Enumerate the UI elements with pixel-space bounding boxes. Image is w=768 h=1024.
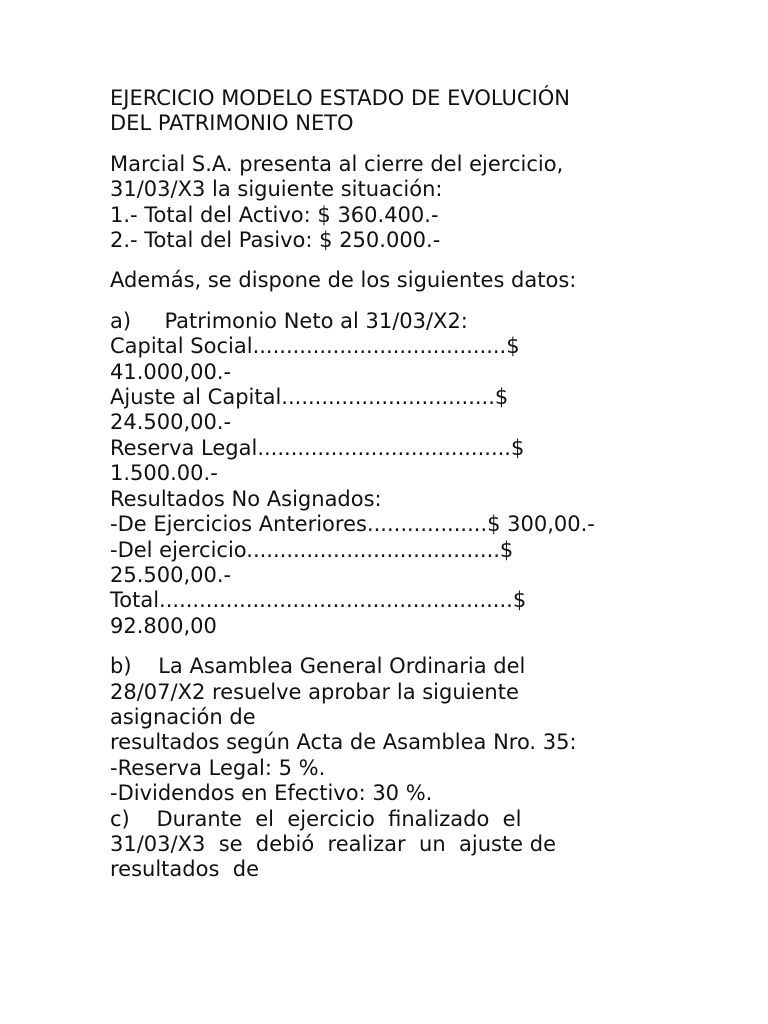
text-line: 28/07/X2 resuelve aprobar la siguiente: [110, 679, 519, 704]
text-line: -Del ejercicio......................................$: [110, 537, 514, 562]
section-b: [110, 654, 670, 883]
text-line: 41.000,00.-: [110, 359, 232, 384]
text-line: 1.500.00.-: [110, 461, 218, 486]
text-line: -Reserva Legal: 5 %.: [110, 755, 326, 780]
text-line: Capital Social......................................$: [110, 334, 520, 359]
document-title: [110, 86, 670, 137]
text-line: 24.500,00.-: [110, 410, 232, 435]
document-page: [110, 86, 670, 898]
section-a: [110, 309, 670, 639]
text-line: 31/03/X3 la siguiente situación:: [110, 177, 443, 202]
text-line: 31/03/X3 se debió realizar un ajuste de: [110, 831, 557, 856]
title-line: EJERCICIO MODELO ESTADO DE EVOLUCIÓN: [110, 86, 571, 110]
text-line: 1.- Total del Activo: $ 360.400.-: [110, 202, 439, 227]
text-line: Ajuste al Capital................................$: [110, 385, 509, 410]
text-line: -De Ejercicios Anteriores..................$ 300,00.-: [110, 512, 595, 537]
text-line: b) La Asamblea General Ordinaria del: [110, 654, 526, 679]
title-line: DEL PATRIMONIO NETO: [110, 111, 354, 136]
text-line: resultados según Acta de Asamblea Nro. 35:: [110, 730, 577, 755]
datos-paragraph: [110, 268, 670, 293]
text-line: c) Durante el ejercicio finalizado el: [110, 806, 522, 831]
text-line: 25.500,00.-: [110, 562, 232, 587]
intro-paragraph: [110, 152, 670, 254]
text-line: asignación de: [110, 704, 256, 729]
text-line: Reserva Legal......................................$: [110, 435, 525, 460]
text-line: resultados de: [110, 857, 259, 882]
text-line: a) Patrimonio Neto al 31/03/X2:: [110, 308, 468, 333]
text-line: Resultados No Asignados:: [110, 486, 382, 511]
text-line: -Dividendos en Efectivo: 30 %.: [110, 781, 433, 806]
text-line: Total.....................................................$: [110, 588, 527, 613]
text-line: 92.800,00: [110, 613, 217, 638]
text-line: Marcial S.A. presenta al cierre del ejercicio,: [110, 151, 564, 176]
text-line: 2.- Total del Pasivo: $ 250.000.-: [110, 228, 441, 253]
text-line: Además, se dispone de los siguientes datos:: [110, 268, 577, 293]
